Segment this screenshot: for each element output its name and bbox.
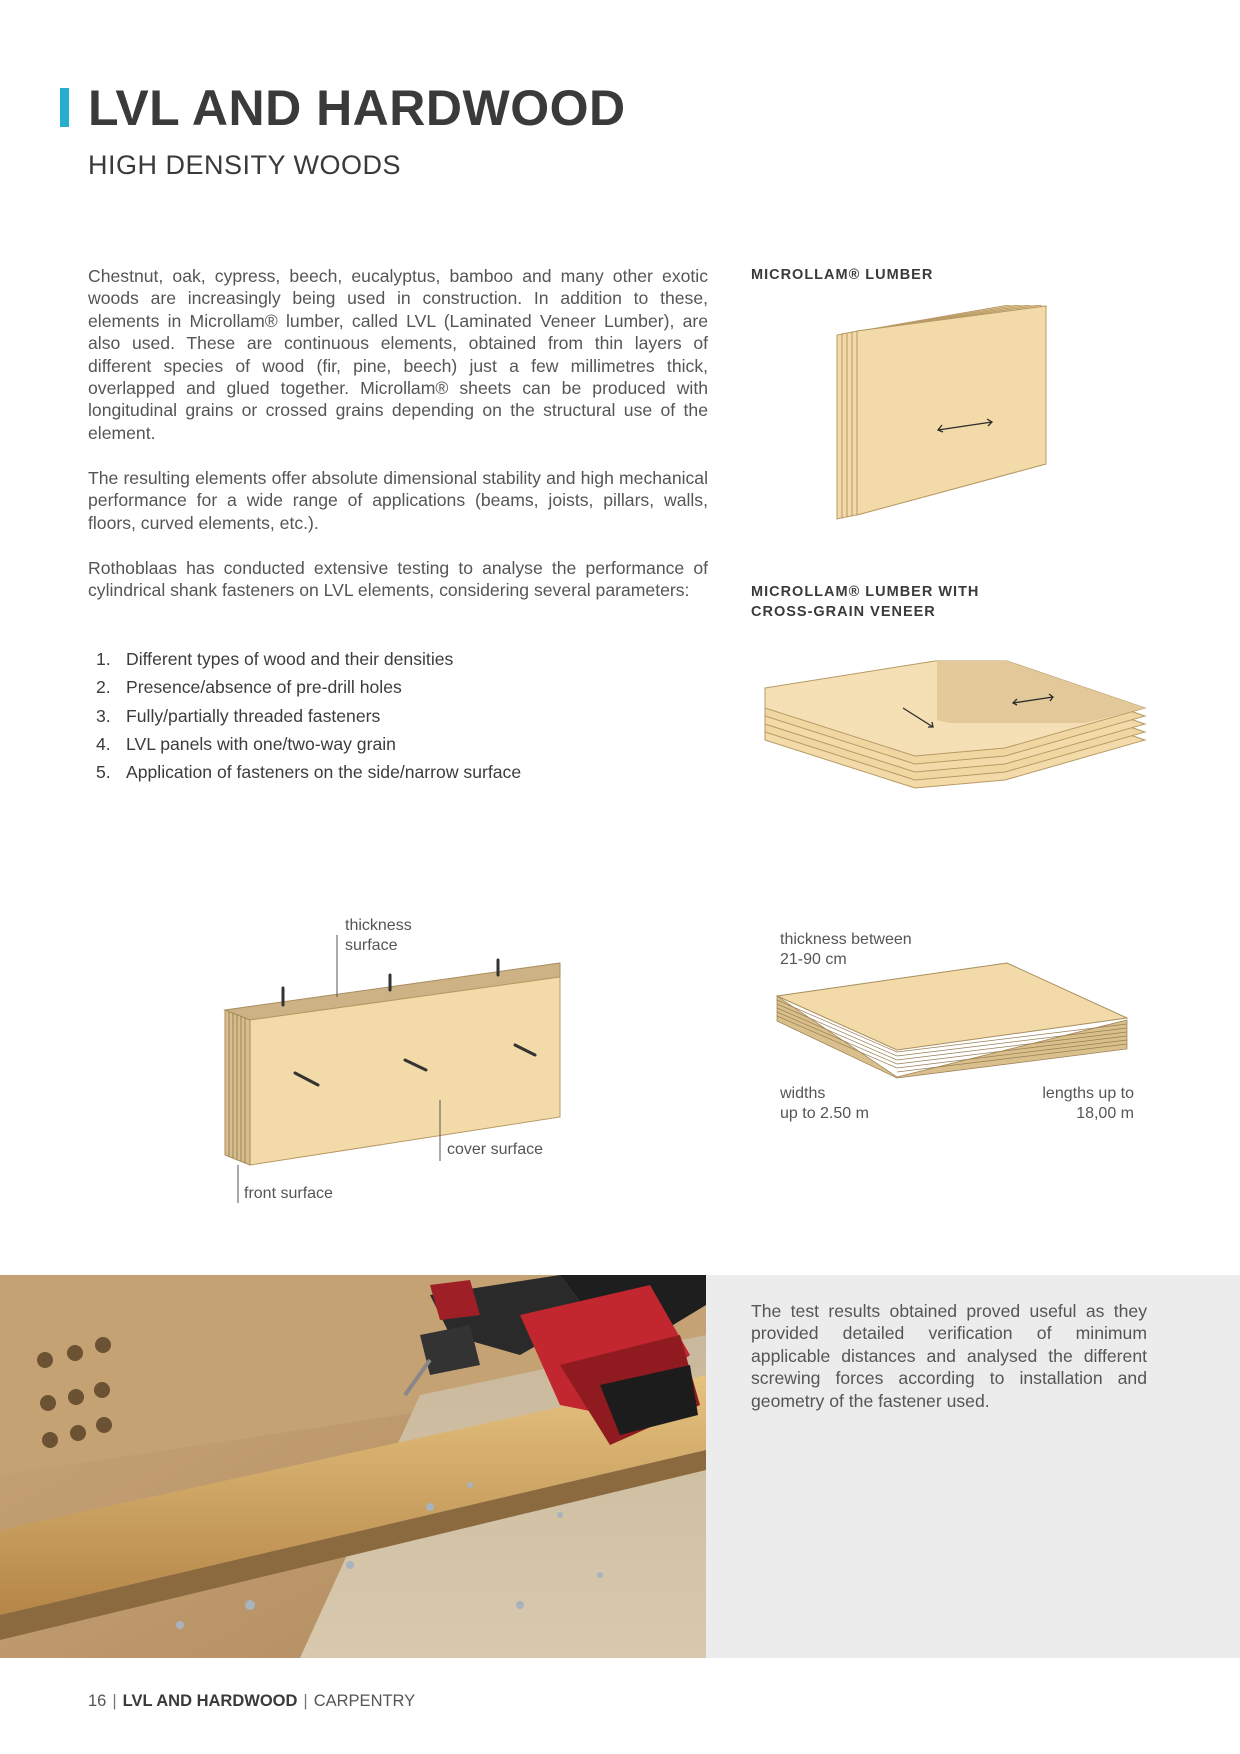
- panel-lengths-label-line2: 18,00 m: [1076, 1105, 1134, 1122]
- thickness-surface-label-line2: surface: [345, 937, 398, 954]
- page-title: LVL AND HARDWOOD: [88, 80, 626, 136]
- list-item: [88, 673, 708, 701]
- list-number: 1.: [96, 649, 111, 669]
- panel-thickness-label-line1: thickness between: [780, 931, 912, 948]
- list-text: Fully/partially threaded fasteners: [126, 705, 381, 726]
- parameters-list: [88, 645, 708, 786]
- panel-thickness-label-line2: 21-90 cm: [780, 951, 847, 968]
- title-accent-bar: [60, 88, 69, 127]
- list-item: [88, 702, 708, 730]
- page-subtitle: HIGH DENSITY WOODS: [88, 150, 402, 180]
- footer-section: LVL AND HARDWOOD: [122, 1692, 298, 1710]
- list-item: [88, 645, 708, 673]
- microllam-lumber-caption: MICROLLAM® LUMBER: [751, 267, 934, 283]
- list-number: 3.: [96, 705, 111, 726]
- footer-separator: |: [303, 1692, 308, 1710]
- drill-installation-photo: [0, 1275, 706, 1658]
- list-number: 4.: [96, 733, 111, 754]
- footer-chapter: CARPENTRY: [313, 1692, 416, 1710]
- list-text: Application of fasteners on the side/narrow surface: [126, 762, 522, 783]
- cover-surface-label: cover surface: [447, 1141, 544, 1158]
- list-number: 5.: [96, 762, 111, 783]
- list-item: [88, 730, 708, 758]
- fastener-position-diagram: [215, 925, 575, 1210]
- panel-widths-label-line2: up to 2.50 m: [780, 1105, 869, 1122]
- cross-grain-caption-line2: CROSS-GRAIN VENEER: [751, 604, 936, 620]
- testing-paragraph: Rothoblaas has conducted extensive testing to analyse the performance of cylindrical shank fasteners on LVL elements, considering several parameters:: [88, 558, 708, 601]
- microllam-lumber-illustration: [820, 305, 1070, 530]
- list-number: 2.: [96, 677, 111, 698]
- list-text: Different types of wood and their densities: [126, 649, 454, 669]
- intro-paragraph: Chestnut, oak, cypress, beech, eucalyptus, bamboo and many other exotic woods are increasingly being used in construction. In addition to these, elements in Microllam® lumber, called LVL (Laminated Veneer Lumber), are also used. These are continuous elements, obtained from thin layers of different species of wood (fir, pine, beech) just a few millimetres thick, overlapped and glued together. Microllam® sheets can be produced with longitudinal grains or crossed grains depending on the structural use of the element.: [88, 266, 708, 443]
- panel-dimensions-diagram: [775, 960, 1131, 1085]
- panel-lengths-label-line1: lengths up to: [1042, 1085, 1134, 1102]
- cross-grain-caption-line1: MICROLLAM® LUMBER WITH: [751, 584, 980, 600]
- list-text: Presence/absence of pre-drill holes: [126, 677, 402, 698]
- cross-grain-veneer: [937, 661, 1145, 723]
- performance-paragraph: The resulting elements offer absolute dimensional stability and high mechanical performance for a wide range of applications (beams, joists, pillars, walls, floors, curved elements, etc.).: [88, 468, 708, 533]
- page-footer: [88, 1690, 415, 1712]
- thickness-surface-label-line1: thickness: [345, 917, 412, 934]
- page-number: 16: [88, 1692, 107, 1710]
- panel-widths-label-line1: widths: [780, 1085, 826, 1102]
- front-surface-label: front surface: [244, 1185, 333, 1202]
- cross-grain-illustration: [755, 660, 1155, 800]
- list-item: [88, 758, 708, 786]
- installation-photo: [0, 1275, 706, 1658]
- front-veneer: [857, 306, 1046, 515]
- summary-text: The test results obtained proved useful as they provided detailed verification of minimum applicable distances and analysed the different screwing forces according to installation and geometry of the fastener used.: [751, 1301, 1147, 1411]
- list-text: LVL panels with one/two-way grain: [126, 733, 396, 754]
- footer-separator: |: [112, 1692, 117, 1710]
